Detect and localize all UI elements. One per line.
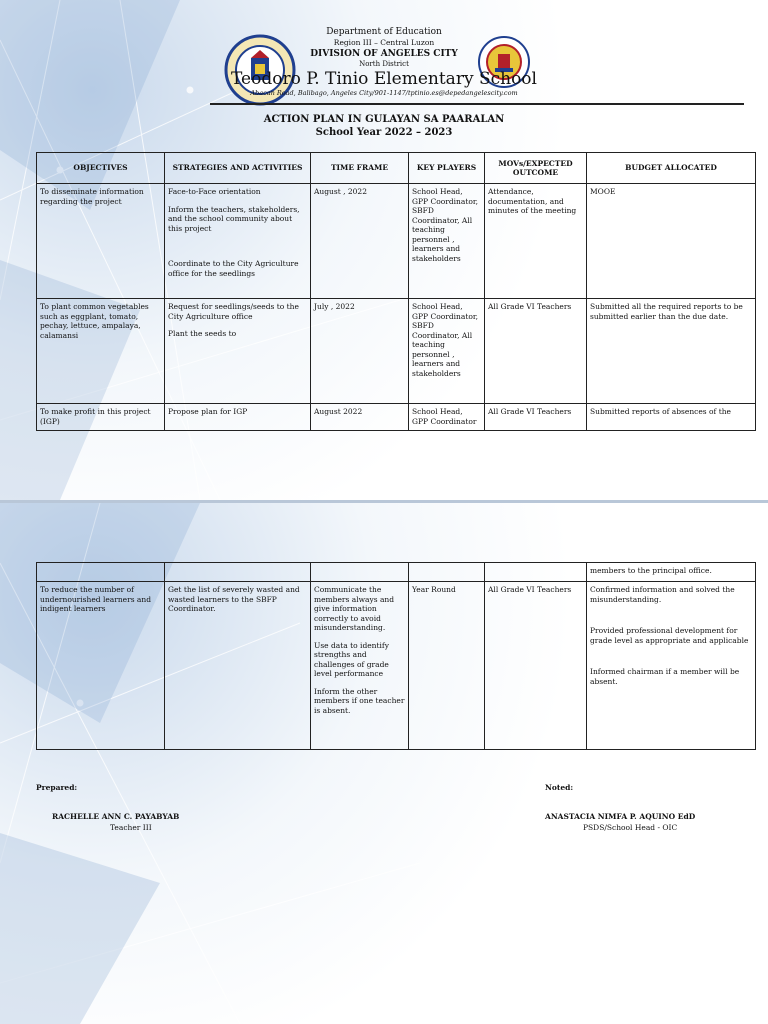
cell-time-frame: August , 2022 bbox=[311, 184, 409, 299]
cell-strategies bbox=[165, 299, 311, 404]
strategy-item: Plant the seeds to bbox=[168, 329, 237, 338]
table-row bbox=[37, 404, 756, 431]
table-header-row bbox=[37, 153, 756, 184]
header-movs: MOVs/EXPECTED OUTCOME bbox=[485, 153, 587, 184]
header-key-players: KEY PLAYERS bbox=[409, 153, 485, 184]
letterhead bbox=[0, 26, 768, 98]
cell-key-players: Year Round bbox=[409, 582, 485, 750]
district-name: North District bbox=[359, 60, 409, 68]
cell-objective: To make profit in this project (IGP) bbox=[37, 404, 165, 431]
cell-budget: MOOE bbox=[587, 184, 756, 299]
cell-key-players: School Head, GPP Coordinator, SBFD Coordinator, All teaching personnel , learners and stakeholders bbox=[409, 184, 485, 299]
page-2 bbox=[0, 503, 768, 1024]
action-plan-table bbox=[36, 152, 756, 431]
cell-time-frame bbox=[311, 582, 409, 750]
cell-objective: To reduce the number of undernourished learners and indigent learners bbox=[37, 582, 165, 750]
header-strategies: STRATEGIES AND ACTIVITIES bbox=[165, 153, 311, 184]
cell-movs: All Grade VI Teachers bbox=[485, 299, 587, 404]
school-address: Abacan Road, Balibago, Angeles City/901-1147/tptinio.es@depedangelescity.com bbox=[250, 89, 518, 97]
cell-key-players: School Head, GPP Coordinator bbox=[409, 404, 485, 431]
division-name: DIVISION OF ANGELES CITY bbox=[310, 49, 458, 59]
header-divider bbox=[210, 103, 744, 105]
noted-name: ANASTACIA NIMFA P. AQUINO EdD bbox=[545, 812, 696, 821]
noted-label: Noted: bbox=[545, 783, 574, 792]
cell-time-frame: July , 2022 bbox=[311, 299, 409, 404]
table-row bbox=[37, 582, 756, 750]
activity-item: Use data to identify strengths and challenges of grade level performance bbox=[314, 640, 389, 678]
table-row bbox=[37, 184, 756, 299]
header-time-frame: TIME FRAME bbox=[311, 153, 409, 184]
strategy-item: Request for seedlings/seeds to the City Agriculture office bbox=[168, 302, 299, 321]
cell-time-frame: August 2022 bbox=[311, 404, 409, 431]
cell-strategies: Get the list of severely wasted and wasted learners to the SBFP Coordinator. bbox=[165, 582, 311, 750]
outcome-item: Provided professional development for grade level as appropriate and applicable bbox=[590, 626, 749, 645]
cell-budget bbox=[587, 582, 756, 750]
title-line-1: ACTION PLAN IN GULAYAN SA PAARALAN bbox=[263, 114, 505, 125]
strategy-item: Coordinate to the City Agriculture office for the seedlings bbox=[168, 259, 299, 278]
cell-movs: All Grade VI Teachers bbox=[485, 404, 587, 431]
action-plan-table-continued bbox=[36, 562, 756, 750]
department-name: Department of Education bbox=[326, 27, 442, 37]
cell-budget-continued: members to the principal office. bbox=[587, 563, 756, 582]
cell-strategies bbox=[165, 184, 311, 299]
activity-item: Inform the other members if one teacher is absent. bbox=[314, 686, 405, 715]
cell-strategies: Propose plan for IGP bbox=[165, 404, 311, 431]
cell-movs: Attendance, documentation, and minutes of the meeting bbox=[485, 184, 587, 299]
cell-key-players: School Head, GPP Coordinator, SBFD Coordinator, All teaching personnel , learners and stakeholders bbox=[409, 299, 485, 404]
cell-movs: All Grade VI Teachers bbox=[485, 582, 587, 750]
prepared-label: Prepared: bbox=[36, 783, 78, 792]
table-row bbox=[37, 563, 756, 582]
cell-budget: Submitted reports of absences of the bbox=[587, 404, 756, 431]
outcome-item: Informed chairman if a member will be absent. bbox=[590, 667, 740, 686]
cell-objective: To disseminate information regarding the project bbox=[37, 184, 165, 299]
strategy-item: Inform the teachers, stakeholders, and the school community about this project bbox=[168, 204, 300, 233]
cell-budget: Submitted all the required reports to be submitted earlier than the due date. bbox=[587, 299, 756, 404]
prepared-title: Teacher III bbox=[110, 823, 152, 832]
school-name: Teodoro P. Tinio Elementary School bbox=[231, 69, 537, 89]
cell-objective: To plant common vegetables such as eggplant, tomato, pechay, lettuce, ampalaya, calamansi bbox=[37, 299, 165, 404]
outcome-item: Confirmed information and solved the misunderstanding. bbox=[590, 585, 735, 604]
strategy-item: Face-to-Face orientation bbox=[168, 187, 261, 196]
activity-item: Communicate the members always and give information correctly to avoid misunderstanding. bbox=[314, 585, 395, 632]
region-name: Region III – Central Luzon bbox=[333, 38, 435, 47]
header-objectives: OBJECTIVES bbox=[37, 153, 165, 184]
document-title bbox=[0, 113, 768, 139]
prepared-name: RACHELLE ANN C. PAYABYAB bbox=[52, 812, 180, 821]
page-1 bbox=[0, 0, 768, 500]
title-line-2: School Year 2022 – 2023 bbox=[315, 127, 453, 138]
noted-title: PSDS/School Head - OIC bbox=[583, 823, 678, 832]
header-budget: BUDGET ALLOCATED bbox=[587, 153, 756, 184]
table-row bbox=[37, 299, 756, 404]
